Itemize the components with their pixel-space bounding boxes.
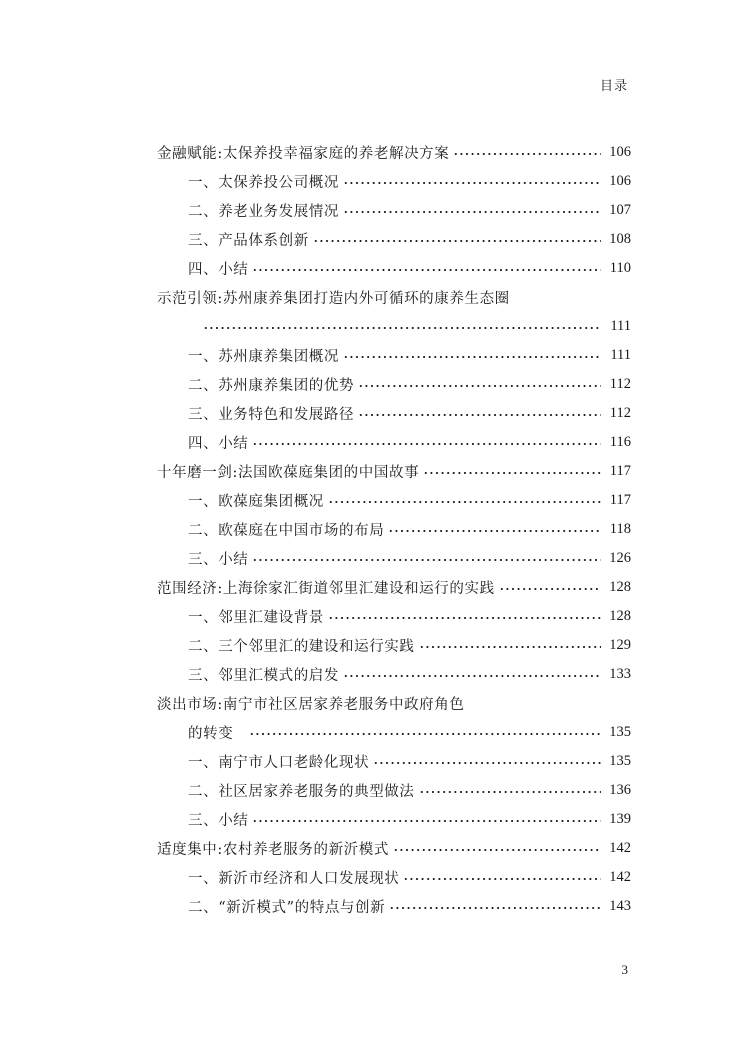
running-header: 目录 <box>599 79 628 94</box>
dot-leader <box>423 472 601 474</box>
toc-entry-page: 139 <box>609 810 631 827</box>
dot-leader <box>313 240 601 242</box>
toc-entry-title: 四、小结 <box>188 261 249 278</box>
dot-leader <box>249 733 601 735</box>
toc-entry[interactable] <box>188 775 631 805</box>
toc-entry-title: 三、产品体系创新 <box>188 232 309 249</box>
toc-entry-page: 136 <box>609 781 631 798</box>
toc-entry-title: 三、业务特色和发展路径 <box>188 406 355 423</box>
toc-entry-page: 116 <box>609 433 631 450</box>
toc-entry-page: 135 <box>609 752 631 769</box>
toc-entry-title: 范围经济:上海徐家汇街道邻里汇建设和运行的实践 <box>157 580 495 597</box>
toc-entry-page: 106 <box>609 143 631 160</box>
toc-entry-title: 一、苏州康养集团概况 <box>188 348 339 365</box>
toc-entry[interactable] <box>188 398 631 428</box>
dot-leader <box>343 182 601 184</box>
toc-entry-page: 128 <box>609 607 631 624</box>
toc-entry-title: 示范引领:苏州康养集团打造内外可循环的康养生态圈 <box>157 290 510 307</box>
toc-entry-title: 三、邻里汇模式的启发 <box>188 667 339 684</box>
toc-entry-title: 金融赋能:太保养投幸福家庭的养老解决方案 <box>157 145 450 162</box>
toc-entry[interactable] <box>157 572 631 602</box>
dot-leader <box>358 414 601 416</box>
dot-leader <box>252 820 601 822</box>
toc-entry-page: 143 <box>609 897 631 914</box>
toc-entry[interactable] <box>188 514 631 544</box>
toc-entry-title: 适度集中:农村养老服务的新沂模式 <box>157 841 389 858</box>
toc-entry-title: 二、养老业务发展情况 <box>188 203 339 220</box>
toc-entry[interactable] <box>188 862 631 892</box>
dot-leader <box>343 211 601 213</box>
toc-entry-title: 二、苏州康养集团的优势 <box>188 377 355 394</box>
toc-entry-title: 一、新沂市经济和人口发展现状 <box>188 870 400 887</box>
dot-leader <box>358 385 601 387</box>
toc-entry[interactable] <box>188 717 631 747</box>
toc-entry-page: 112 <box>609 375 631 392</box>
toc-entry-page: 126 <box>609 549 631 566</box>
dot-leader <box>373 762 601 764</box>
toc-entry[interactable] <box>188 804 631 834</box>
toc-entry-page: 107 <box>609 201 631 218</box>
dot-leader <box>419 791 602 793</box>
toc-entry[interactable] <box>157 688 631 718</box>
dot-leader <box>343 356 601 358</box>
toc-entry[interactable] <box>188 340 631 370</box>
toc-entry-page: 111 <box>610 346 631 363</box>
toc-entry-page: 106 <box>609 172 631 189</box>
dot-leader <box>453 153 601 155</box>
toc-entry[interactable] <box>157 456 631 486</box>
toc-entry[interactable] <box>203 311 631 341</box>
dot-leader <box>252 269 601 271</box>
toc-entry[interactable] <box>188 601 631 631</box>
toc-entry-title: 的转变 <box>188 725 234 742</box>
toc-entry[interactable] <box>188 253 631 283</box>
toc-entry-page: 110 <box>609 259 631 276</box>
dot-leader <box>403 878 601 880</box>
toc-entry-title: 一、南宁市人口老龄化现状 <box>188 754 370 771</box>
toc-entry-title: 淡出市场:南宁市社区居家养老服务中政府角色 <box>157 696 465 713</box>
toc-entry-title: 四、小结 <box>188 435 249 452</box>
dot-leader <box>252 559 601 561</box>
toc-entry-title: 一、邻里汇建设背景 <box>188 609 324 626</box>
toc-entry[interactable] <box>188 369 631 399</box>
dot-leader <box>252 443 601 445</box>
dot-leader <box>343 675 601 677</box>
toc-entry[interactable] <box>157 282 631 312</box>
toc-entry-page: 117 <box>609 491 631 508</box>
toc-entry[interactable] <box>188 427 631 457</box>
toc-entry-title: 十年磨一剑:法国欧葆庭集团的中国故事 <box>157 464 420 481</box>
toc-entry-title: 二、三个邻里汇的建设和运行实践 <box>188 638 415 655</box>
dot-leader <box>388 530 601 532</box>
dot-leader <box>328 501 601 503</box>
dot-leader <box>499 588 601 590</box>
toc-entry-page: 117 <box>609 462 631 479</box>
toc-entry-title: 二、“新沂模式”的特点与创新 <box>188 899 386 916</box>
toc-entry-page: 108 <box>609 230 631 247</box>
toc-entry-title: 一、太保养投公司概况 <box>188 174 339 191</box>
toc-entry[interactable] <box>188 224 631 254</box>
dot-leader <box>389 907 601 909</box>
toc-entry[interactable] <box>188 630 631 660</box>
toc-entry-page: 142 <box>609 868 631 885</box>
toc-entry[interactable] <box>188 543 631 573</box>
toc-entry-title: 三、小结 <box>188 551 249 568</box>
toc-entry-page: 128 <box>609 578 631 595</box>
page-number: 3 <box>621 962 628 977</box>
dot-leader <box>203 327 601 329</box>
toc-entry[interactable] <box>188 195 631 225</box>
dot-leader <box>419 646 602 648</box>
toc-entry[interactable] <box>188 746 631 776</box>
toc-entry[interactable] <box>188 891 631 921</box>
toc-entry[interactable] <box>188 659 631 689</box>
toc-entry[interactable] <box>188 166 631 196</box>
dot-leader <box>393 849 601 851</box>
toc-entry-page: 118 <box>609 520 631 537</box>
toc-entry[interactable] <box>157 137 631 167</box>
toc-entry[interactable] <box>157 833 631 863</box>
toc-entry-page: 135 <box>609 723 631 740</box>
toc-entry-title: 二、社区居家养老服务的典型做法 <box>188 783 415 800</box>
toc-entry-page: 129 <box>609 636 631 653</box>
dot-leader <box>328 617 601 619</box>
toc-entry-page: 142 <box>609 839 631 856</box>
toc-entry-title: 一、欧葆庭集团概况 <box>188 493 324 510</box>
toc-entry-page: 111 <box>610 317 631 334</box>
toc-entry-page: 112 <box>609 404 631 421</box>
toc-entry-page: 133 <box>609 665 631 682</box>
toc-entry-title: 三、小结 <box>188 812 249 829</box>
toc-entry[interactable] <box>188 485 631 515</box>
toc-entry-title: 二、欧葆庭在中国市场的布局 <box>188 522 385 539</box>
